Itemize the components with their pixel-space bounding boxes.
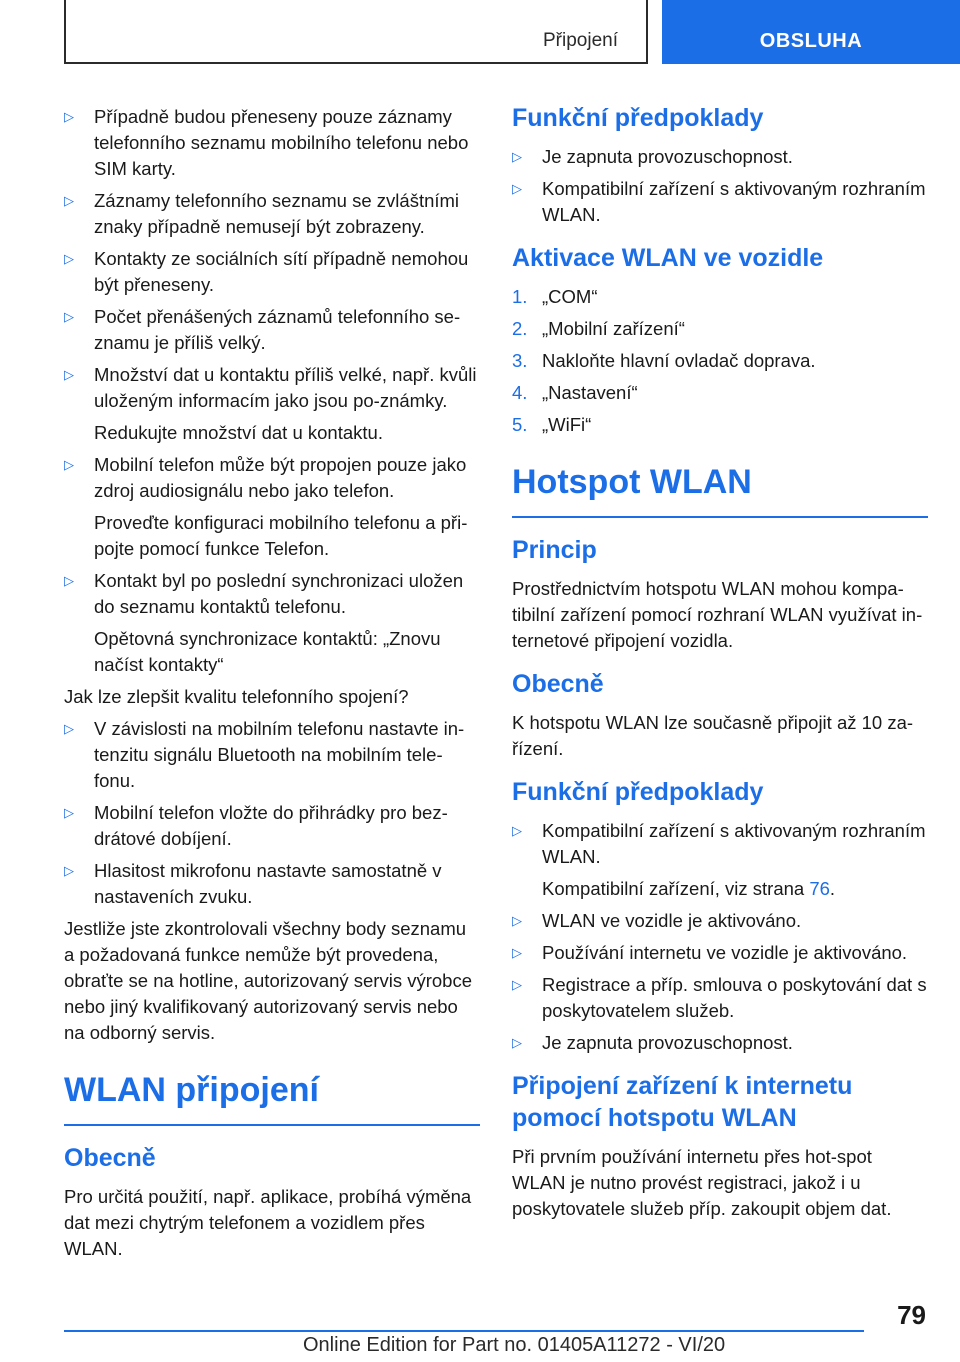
list-item: ▷ Kompatibilní zařízení s aktivovaným rozhraním WLAN. Kompatibilní zařízení, viz strana 76. [512, 818, 928, 902]
question-text: Jak lze zlepšit kvalitu telefonního spojení? [64, 686, 409, 707]
bullet-list [64, 104, 480, 678]
heading-connect-devices: Připojení zařízení k internetu pomocí hotspotu WLAN [512, 1072, 853, 1132]
step-item: 4. „Nastavení“ [512, 382, 638, 403]
list-item: ▷ Je zapnuta provozuschopnost. [512, 1030, 928, 1056]
triangle-right-icon: ▷ [512, 823, 522, 838]
list-item: ▷ Používání internetu ve vozidle je aktivováno. [512, 940, 928, 966]
closing-paragraph: Jestliže jste zkontrolovali všechny body seznamu a požadovaná funkce nemůže být provedena, obraťte se na hotline, autorizovaný servis výrobce nebo jiný kvalifikovaný autorizovaný servis nebo na odborný servis. [64, 918, 472, 1043]
heading-prerequisites: Funkční předpoklady [512, 104, 764, 132]
list-item: ▷ Mobilní telefon vložte do přihrádky pro bez-drátové dobíjení. [64, 802, 448, 849]
general-paragraph: Pro určitá použití, např. aplikace, probíhá výměna dat mezi chytrým telefonem a vozidlem přes WLAN. [64, 1186, 472, 1259]
triangle-right-icon: ▷ [512, 149, 522, 164]
list-item: ▷ Počet přenášených záznamů telefonního se-znamu je příliš velký. [64, 306, 461, 353]
list-item-remedy: Opětovná synchronizace kontaktů: „Znovu načíst kontakty“ [94, 628, 441, 675]
right-column [512, 104, 928, 1222]
heading-general: Obecně [64, 1144, 156, 1172]
triangle-right-icon: ▷ [64, 109, 74, 124]
list-item: ▷ V závislosti na mobilním telefonu nastavte in-tenzitu signálu Bluetooth na mobilním tele-fonu. [64, 718, 465, 791]
triangle-right-icon: ▷ [64, 309, 74, 324]
step-item: 1. „COM“ [512, 286, 598, 307]
list-item: ▷ Kontakt byl po poslední synchronizaci uložen do seznamu kontaktů telefonu. Opětovná synchronizace kontaktů: „Znovu načíst kontakty“ [64, 568, 480, 678]
triangle-right-icon: ▷ [512, 913, 522, 928]
chapter-title: OBSLUHA [759, 30, 863, 52]
general-paragraph: K hotspotu WLAN lze současně připojit až 10 za-řízení. [512, 712, 914, 759]
edition-footer: Online Edition for Part no. 01405A11272 - VI/20 [303, 1334, 726, 1356]
triangle-right-icon: ▷ [64, 193, 74, 208]
list-item: ▷ Mobilní telefon může být propojen pouze jako zdroj audiosignálu nebo jako telefon. Proveďte konfiguraci mobilního telefonu a při-pojte pomocí funkce Telefon. [64, 452, 480, 562]
list-item: ▷ Množství dat u kontaktu příliš velké, např. kvůli uloženým informacím jako jsou po-známky. Redukujte množství dat u kontaktu. [64, 362, 480, 446]
header-section-box [64, 0, 648, 64]
heading-principle: Princip [512, 536, 597, 564]
list-item: ▷ WLAN ve vozidle je aktivováno. [512, 908, 928, 934]
list-item-remedy: Proveďte konfiguraci mobilního telefonu a při-pojte pomocí funkce Telefon. [94, 512, 468, 559]
list-item: ▷ Kompatibilní zařízení s aktivovaným rozhraním WLAN. [512, 178, 926, 225]
principle-paragraph: Prostřednictvím hotspotu WLAN mohou kompa-tibilní zařízení pomocí rozhraní WLAN využívat in-ternetové připojení vozidla. [512, 578, 923, 651]
list-item: ▷ Hlasitost mikrofonu nastavte samostatně v nastaveních zvuku. [64, 860, 442, 907]
triangle-right-icon: ▷ [512, 945, 522, 960]
triangle-right-icon: ▷ [64, 457, 74, 472]
left-column [64, 104, 480, 1262]
page-number: 79 [897, 1300, 926, 1330]
list-item-remedy: Redukujte množství dat u kontaktu. [94, 422, 383, 443]
triangle-right-icon: ▷ [64, 251, 74, 266]
list-item: ▷ Záznamy telefonního seznamu se zvláštními znaky případně nemusejí být zobrazeny. [64, 190, 460, 237]
triangle-right-icon: ▷ [64, 367, 74, 382]
heading-prerequisites: Funkční předpoklady [512, 778, 764, 806]
list-item: ▷ Registrace a příp. smlouva o poskytování dat s poskytovatelem služeb. [512, 974, 927, 1021]
footer-divider [64, 1330, 864, 1332]
list-item-reference: Kompatibilní zařízení, viz strana 76. [542, 878, 836, 899]
section-title: Připojení [543, 30, 618, 51]
list-item: ▷ Případně budou přeneseny pouze záznamy telefonního seznamu mobilního telefonu nebo SIM karty. [64, 106, 469, 179]
page-reference-link[interactable]: 76 [809, 878, 830, 899]
step-item: 2. „Mobilní zařízení“ [512, 318, 685, 339]
heading-general: Obecně [512, 670, 604, 698]
step-item: 3. Nakloňte hlavní ovladač doprava. [512, 350, 816, 371]
triangle-right-icon: ▷ [64, 573, 74, 588]
triangle-right-icon: ▷ [512, 181, 522, 196]
triangle-right-icon: ▷ [64, 805, 74, 820]
connect-paragraph: Při prvním používání internetu přes hot-spot WLAN je nutno provést registraci, jakož i u poskytovatele služeb příp. zakoupit objem dat. [512, 1146, 892, 1219]
triangle-right-icon: ▷ [512, 977, 522, 992]
triangle-right-icon: ▷ [64, 863, 74, 878]
triangle-right-icon: ▷ [512, 1035, 522, 1050]
list-item: ▷ Kontakty ze sociálních sítí případně nemohou být přeneseny. [64, 248, 469, 295]
chapter-tab[interactable] [662, 0, 960, 64]
triangle-right-icon: ▷ [64, 721, 74, 736]
heading-hotspot-wlan: Hotspot WLAN [512, 460, 928, 518]
heading-wlan-connection: WLAN připojení [64, 1068, 480, 1126]
bullet-list [64, 716, 480, 910]
heading-activate-wlan: Aktivace WLAN ve vozidle [512, 244, 824, 272]
list-item: ▷ Je zapnuta provozuschopnost. [512, 144, 928, 170]
step-item: 5. „WiFi“ [512, 414, 592, 435]
